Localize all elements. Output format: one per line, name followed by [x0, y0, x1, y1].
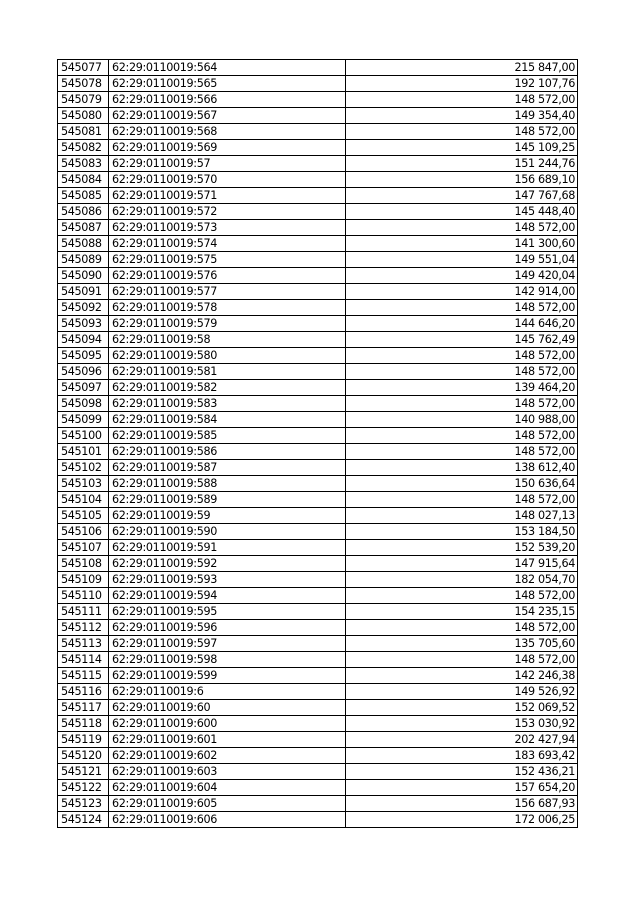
- cadastral-value-cell: 148 572,00: [346, 348, 578, 364]
- cadastral-number-cell: 62:29:0110019:583: [109, 396, 346, 412]
- cadastral-number-cell: 62:29:0110019:6: [109, 684, 346, 700]
- cadastral-number-cell: 62:29:0110019:567: [109, 108, 346, 124]
- row-number-cell: 545085: [58, 188, 109, 204]
- row-number-cell: 545095: [58, 348, 109, 364]
- table-row: [58, 236, 578, 252]
- row-number-cell: 545123: [58, 796, 109, 812]
- table-row: [58, 204, 578, 220]
- cadastral-number-cell: 62:29:0110019:600: [109, 716, 346, 732]
- table-body: [58, 60, 578, 828]
- cadastral-value-cell: 148 572,00: [346, 124, 578, 140]
- cadastral-value-cell: 148 572,00: [346, 220, 578, 236]
- cadastral-value-cell: 145 109,25: [346, 140, 578, 156]
- row-number-cell: 545096: [58, 364, 109, 380]
- cadastral-value-cell: 145 448,40: [346, 204, 578, 220]
- cadastral-number-cell: 62:29:0110019:573: [109, 220, 346, 236]
- cadastral-value-cell: 142 246,38: [346, 668, 578, 684]
- cadastral-number-cell: 62:29:0110019:581: [109, 364, 346, 380]
- table-row: [58, 540, 578, 556]
- table-row: [58, 620, 578, 636]
- row-number-cell: 545097: [58, 380, 109, 396]
- cadastral-number-cell: 62:29:0110019:589: [109, 492, 346, 508]
- table-row: [58, 140, 578, 156]
- cadastral-number-cell: 62:29:0110019:572: [109, 204, 346, 220]
- row-number-cell: 545116: [58, 684, 109, 700]
- table-row: [58, 268, 578, 284]
- cadastral-number-cell: 62:29:0110019:577: [109, 284, 346, 300]
- cadastral-value-cell: 148 572,00: [346, 444, 578, 460]
- row-number-cell: 545094: [58, 332, 109, 348]
- cadastral-number-cell: 62:29:0110019:590: [109, 524, 346, 540]
- table-row: [58, 380, 578, 396]
- cadastral-number-cell: 62:29:0110019:565: [109, 76, 346, 92]
- table-row: [58, 668, 578, 684]
- cadastral-number-cell: 62:29:0110019:592: [109, 556, 346, 572]
- cadastral-number-cell: 62:29:0110019:597: [109, 636, 346, 652]
- row-number-cell: 545109: [58, 572, 109, 588]
- cadastral-value-cell: 152 436,21: [346, 764, 578, 780]
- cadastral-number-cell: 62:29:0110019:569: [109, 140, 346, 156]
- table-row: [58, 348, 578, 364]
- cadastral-number-cell: 62:29:0110019:60: [109, 700, 346, 716]
- row-number-cell: 545083: [58, 156, 109, 172]
- cadastral-number-cell: 62:29:0110019:594: [109, 588, 346, 604]
- table-row: [58, 396, 578, 412]
- cadastral-value-cell: 148 572,00: [346, 588, 578, 604]
- row-number-cell: 545119: [58, 732, 109, 748]
- table-row: [58, 780, 578, 796]
- cadastral-value-cell: 148 572,00: [346, 364, 578, 380]
- table-row: [58, 172, 578, 188]
- cadastral-value-cell: 148 027,13: [346, 508, 578, 524]
- table-row: [58, 508, 578, 524]
- cadastral-value-cell: 142 914,00: [346, 284, 578, 300]
- table-row: [58, 108, 578, 124]
- cadastral-number-cell: 62:29:0110019:582: [109, 380, 346, 396]
- row-number-cell: 545091: [58, 284, 109, 300]
- cadastral-number-cell: 62:29:0110019:566: [109, 92, 346, 108]
- cadastral-value-cell: 183 693,42: [346, 748, 578, 764]
- row-number-cell: 545120: [58, 748, 109, 764]
- cadastral-value-cell: 202 427,94: [346, 732, 578, 748]
- cadastral-number-cell: 62:29:0110019:59: [109, 508, 346, 524]
- cadastral-number-cell: 62:29:0110019:585: [109, 428, 346, 444]
- table-row: [58, 92, 578, 108]
- row-number-cell: 545113: [58, 636, 109, 652]
- cadastral-number-cell: 62:29:0110019:595: [109, 604, 346, 620]
- cadastral-value-cell: 172 006,25: [346, 812, 578, 828]
- table-row: [58, 604, 578, 620]
- cadastral-value-cell: 144 646,20: [346, 316, 578, 332]
- cadastral-number-cell: 62:29:0110019:564: [109, 60, 346, 76]
- table-row: [58, 316, 578, 332]
- row-number-cell: 545107: [58, 540, 109, 556]
- row-number-cell: 545082: [58, 140, 109, 156]
- table-row: [58, 492, 578, 508]
- cadastral-value-cell: 215 847,00: [346, 60, 578, 76]
- cadastral-number-cell: 62:29:0110019:593: [109, 572, 346, 588]
- row-number-cell: 545078: [58, 76, 109, 92]
- table-row: [58, 284, 578, 300]
- table-row: [58, 300, 578, 316]
- row-number-cell: 545098: [58, 396, 109, 412]
- cadastral-number-cell: 62:29:0110019:603: [109, 764, 346, 780]
- table-row: [58, 700, 578, 716]
- cadastral-number-cell: 62:29:0110019:588: [109, 476, 346, 492]
- cadastral-number-cell: 62:29:0110019:576: [109, 268, 346, 284]
- row-number-cell: 545092: [58, 300, 109, 316]
- cadastral-number-cell: 62:29:0110019:575: [109, 252, 346, 268]
- cadastral-value-cell: 153 030,92: [346, 716, 578, 732]
- row-number-cell: 545099: [58, 412, 109, 428]
- cadastral-number-cell: 62:29:0110019:579: [109, 316, 346, 332]
- row-number-cell: 545106: [58, 524, 109, 540]
- cadastral-number-cell: 62:29:0110019:596: [109, 620, 346, 636]
- table-row: [58, 476, 578, 492]
- table-row: [58, 444, 578, 460]
- cadastral-value-cell: 148 572,00: [346, 652, 578, 668]
- cadastral-value-cell: 140 988,00: [346, 412, 578, 428]
- table-row: [58, 252, 578, 268]
- cadastral-number-cell: 62:29:0110019:584: [109, 412, 346, 428]
- row-number-cell: 545104: [58, 492, 109, 508]
- cadastral-value-cell: 154 235,15: [346, 604, 578, 620]
- row-number-cell: 545121: [58, 764, 109, 780]
- cadastral-value-cell: 149 551,04: [346, 252, 578, 268]
- row-number-cell: 545117: [58, 700, 109, 716]
- cadastral-number-cell: 62:29:0110019:570: [109, 172, 346, 188]
- cadastral-value-cell: 152 069,52: [346, 700, 578, 716]
- row-number-cell: 545118: [58, 716, 109, 732]
- cadastral-number-cell: 62:29:0110019:602: [109, 748, 346, 764]
- table-row: [58, 364, 578, 380]
- cadastral-number-cell: 62:29:0110019:586: [109, 444, 346, 460]
- cadastral-value-cell: 156 689,10: [346, 172, 578, 188]
- cadastral-number-cell: 62:29:0110019:578: [109, 300, 346, 316]
- cadastral-number-cell: 62:29:0110019:580: [109, 348, 346, 364]
- cadastral-number-cell: 62:29:0110019:591: [109, 540, 346, 556]
- table-row: [58, 220, 578, 236]
- cadastral-number-cell: 62:29:0110019:568: [109, 124, 346, 140]
- table-row: [58, 556, 578, 572]
- cadastral-value-cell: 147 767,68: [346, 188, 578, 204]
- row-number-cell: 545101: [58, 444, 109, 460]
- cadastral-value-cell: 182 054,70: [346, 572, 578, 588]
- table-row: [58, 524, 578, 540]
- cadastral-value-cell: 150 636,64: [346, 476, 578, 492]
- row-number-cell: 545080: [58, 108, 109, 124]
- cadastral-value-cell: 148 572,00: [346, 396, 578, 412]
- table-row: [58, 652, 578, 668]
- table-row: [58, 460, 578, 476]
- cadastral-value-cell: 138 612,40: [346, 460, 578, 476]
- cadastral-value-cell: 145 762,49: [346, 332, 578, 348]
- cadastral-value-cell: 148 572,00: [346, 300, 578, 316]
- table-row: [58, 572, 578, 588]
- row-number-cell: 545103: [58, 476, 109, 492]
- table-row: [58, 188, 578, 204]
- row-number-cell: 545100: [58, 428, 109, 444]
- table-row: [58, 796, 578, 812]
- row-number-cell: 545124: [58, 812, 109, 828]
- row-number-cell: 545115: [58, 668, 109, 684]
- cadastral-value-cell: 141 300,60: [346, 236, 578, 252]
- cadastral-number-cell: 62:29:0110019:601: [109, 732, 346, 748]
- cadastral-number-cell: 62:29:0110019:587: [109, 460, 346, 476]
- table-row: [58, 732, 578, 748]
- cadastral-number-cell: 62:29:0110019:604: [109, 780, 346, 796]
- cadastral-value-cell: 149 526,92: [346, 684, 578, 700]
- row-number-cell: 545114: [58, 652, 109, 668]
- row-number-cell: 545084: [58, 172, 109, 188]
- row-number-cell: 545089: [58, 252, 109, 268]
- table-row: [58, 156, 578, 172]
- cadastral-number-cell: 62:29:0110019:571: [109, 188, 346, 204]
- table-row: [58, 332, 578, 348]
- row-number-cell: 545079: [58, 92, 109, 108]
- table-row: [58, 124, 578, 140]
- cadastral-value-cell: 192 107,76: [346, 76, 578, 92]
- row-number-cell: 545110: [58, 588, 109, 604]
- row-number-cell: 545081: [58, 124, 109, 140]
- cadastral-value-cell: 153 184,50: [346, 524, 578, 540]
- table-row: [58, 764, 578, 780]
- row-number-cell: 545090: [58, 268, 109, 284]
- row-number-cell: 545077: [58, 60, 109, 76]
- cadastral-number-cell: 62:29:0110019:599: [109, 668, 346, 684]
- table-row: [58, 748, 578, 764]
- table-row: [58, 428, 578, 444]
- cadastral-value-cell: 156 687,93: [346, 796, 578, 812]
- cadastral-value-cell: 135 705,60: [346, 636, 578, 652]
- row-number-cell: 545122: [58, 780, 109, 796]
- table-row: [58, 588, 578, 604]
- row-number-cell: 545112: [58, 620, 109, 636]
- cadastral-number-cell: 62:29:0110019:606: [109, 812, 346, 828]
- cadastral-value-cell: 148 572,00: [346, 620, 578, 636]
- cadastral-number-cell: 62:29:0110019:58: [109, 332, 346, 348]
- row-number-cell: 545093: [58, 316, 109, 332]
- cadastral-value-cell: 149 420,04: [346, 268, 578, 284]
- cadastral-value-table: [57, 59, 578, 828]
- row-number-cell: 545102: [58, 460, 109, 476]
- cadastral-number-cell: 62:29:0110019:605: [109, 796, 346, 812]
- cadastral-number-cell: 62:29:0110019:57: [109, 156, 346, 172]
- table-row: [58, 60, 578, 76]
- table-row: [58, 684, 578, 700]
- row-number-cell: 545086: [58, 204, 109, 220]
- table-row: [58, 412, 578, 428]
- cadastral-value-cell: 149 354,40: [346, 108, 578, 124]
- row-number-cell: 545087: [58, 220, 109, 236]
- row-number-cell: 545108: [58, 556, 109, 572]
- cadastral-value-cell: 147 915,64: [346, 556, 578, 572]
- table-row: [58, 812, 578, 828]
- table-row: [58, 716, 578, 732]
- cadastral-value-cell: 157 654,20: [346, 780, 578, 796]
- cadastral-value-cell: 148 572,00: [346, 92, 578, 108]
- table-row: [58, 636, 578, 652]
- cadastral-value-cell: 151 244,76: [346, 156, 578, 172]
- cadastral-number-cell: 62:29:0110019:598: [109, 652, 346, 668]
- row-number-cell: 545088: [58, 236, 109, 252]
- cadastral-value-cell: 148 572,00: [346, 492, 578, 508]
- row-number-cell: 545105: [58, 508, 109, 524]
- row-number-cell: 545111: [58, 604, 109, 620]
- cadastral-value-cell: 152 539,20: [346, 540, 578, 556]
- cadastral-number-cell: 62:29:0110019:574: [109, 236, 346, 252]
- cadastral-value-cell: 139 464,20: [346, 380, 578, 396]
- cadastral-value-cell: 148 572,00: [346, 428, 578, 444]
- table-row: [58, 76, 578, 92]
